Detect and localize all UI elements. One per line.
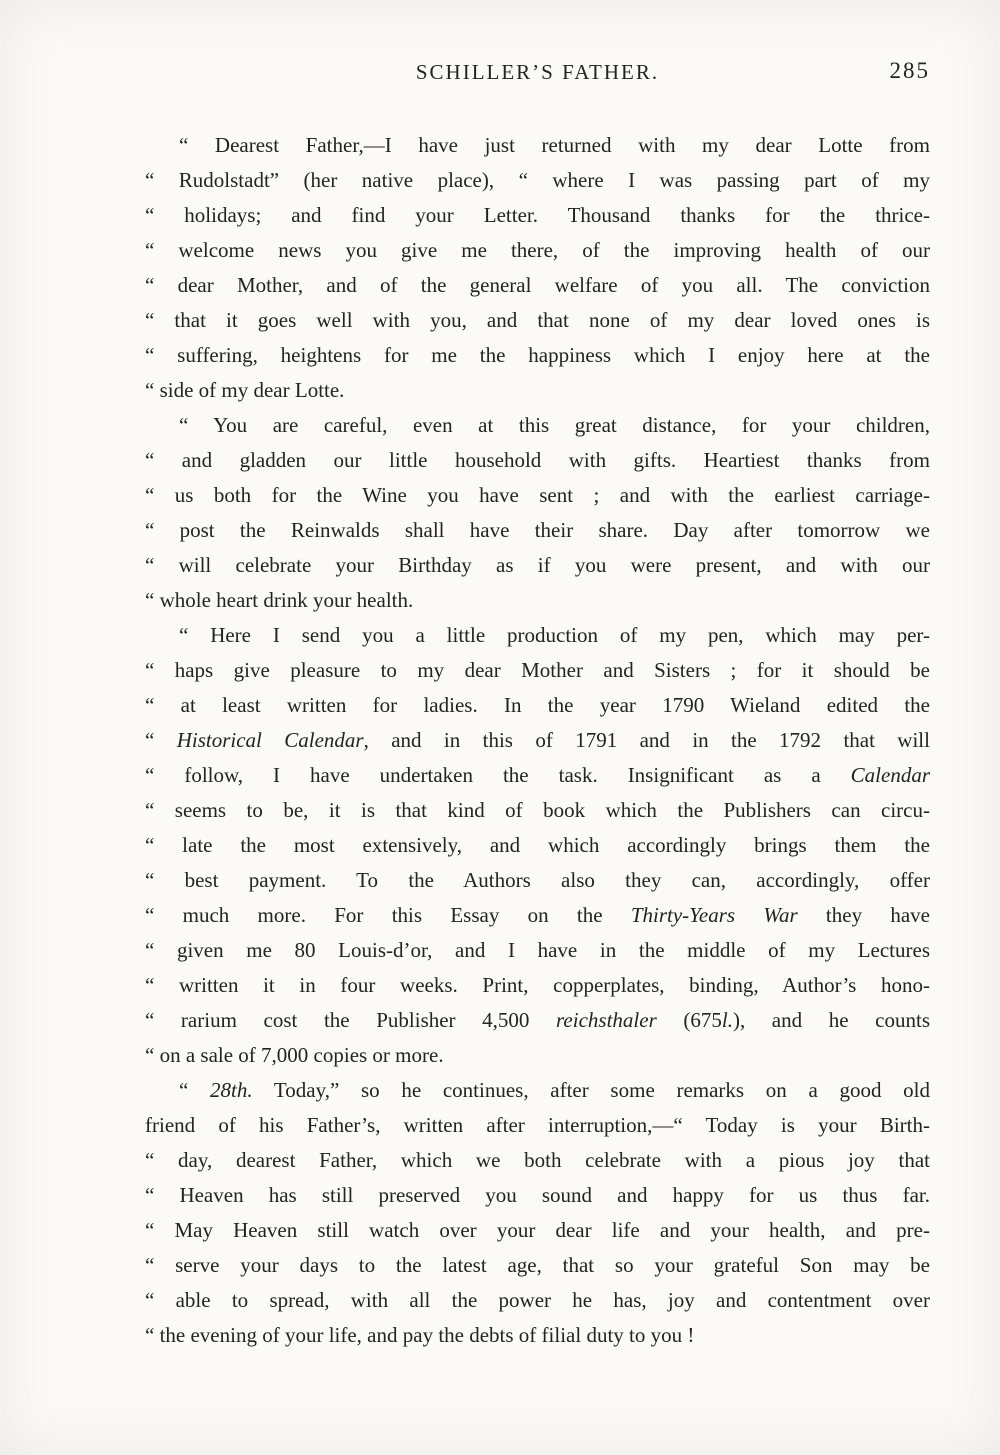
- letter-text: ), and he counts: [732, 1008, 930, 1032]
- page-number: 285: [889, 58, 930, 83]
- letter-text: “ will celebrate your Birthday as if you were present, and with our: [145, 553, 930, 577]
- letter-line: [145, 723, 930, 758]
- letter-text: “ late the most extensively, and which accordingly brings them the: [145, 833, 930, 857]
- letter-line: [145, 863, 930, 898]
- letter-line: [145, 793, 930, 828]
- letter-paragraph: [145, 1073, 930, 1353]
- letter-text: , and in this of 1791 and in the 1792 that will: [363, 728, 930, 752]
- letter-line: [145, 1143, 930, 1178]
- letter-line: [145, 513, 930, 548]
- letter-paragraph: [145, 408, 930, 618]
- letter-paragraph: [145, 618, 930, 1073]
- letter-text: “ that it goes well with you, and that none of my dear loved ones is: [145, 308, 930, 332]
- letter-text: “ post the Reinwalds shall have their share. Day after tomorrow we: [145, 518, 930, 542]
- letter-text: “ seems to be, it is that kind of book which the Publishers can circu-: [145, 798, 930, 822]
- letter-text: “ at least written for ladies. In the year 1790 Wieland edited the: [145, 693, 930, 717]
- letter-text: they have: [797, 903, 930, 927]
- letter-text: “ suffering, heightens for me the happiness which I enjoy here at the: [145, 343, 930, 367]
- letter-text: “: [145, 728, 177, 752]
- letter-line: [145, 583, 930, 618]
- letter-text: “ written it in four weeks. Print, copperplates, binding, Author’s hono-: [145, 973, 930, 997]
- letter-text: “ haps give pleasure to my dear Mother and Sisters ; for it should be: [145, 658, 930, 682]
- letter-line: [145, 443, 930, 478]
- letter-text: “ May Heaven still watch over your dear life and your health, and pre-: [145, 1218, 930, 1242]
- letter-text: “ holidays; and find your Letter. Thousand thanks for the thrice-: [145, 203, 930, 227]
- letter-line: [145, 163, 930, 198]
- letter-line: [145, 688, 930, 723]
- letter-line: [145, 1248, 930, 1283]
- letter-text: “ Heaven has still preserved you sound and happy for us thus far.: [145, 1183, 930, 1207]
- letter-line: [145, 478, 930, 513]
- letter-text: “ the evening of your life, and pay the debts of filial duty to you !: [145, 1323, 695, 1347]
- letter-text: “ and gladden our little household with gifts. Heartiest thanks from: [145, 448, 930, 472]
- running-title: SCHILLER’S FATHER.: [415, 60, 660, 84]
- letter-line: [145, 758, 930, 793]
- letter-line: [145, 373, 930, 408]
- letter-text-italic: 28th.: [210, 1078, 253, 1102]
- letter-line: [145, 1318, 930, 1353]
- letter-line: [145, 1038, 930, 1073]
- letter-line: [145, 338, 930, 373]
- letter-text: “ able to spread, with all the power he has, joy and contentment over: [145, 1288, 930, 1312]
- letter-line: [145, 1178, 930, 1213]
- letter-line: [145, 268, 930, 303]
- letter-text-italic: Historical Calendar: [176, 728, 364, 752]
- letter-text: “ given me 80 Louis-d’or, and I have in the middle of my Lectures: [145, 938, 930, 962]
- letter-text: “ You are careful, even at this great distance, for your children,: [179, 413, 930, 437]
- letter-line: [145, 233, 930, 268]
- letter-line: [145, 128, 930, 163]
- page-header: [145, 60, 930, 90]
- letter-text: “ rarium cost the Publisher 4,500: [145, 1008, 557, 1032]
- letter-line: [145, 1108, 930, 1143]
- letter-line: [145, 1283, 930, 1318]
- letter-line: [145, 548, 930, 583]
- letter-text: “ dear Mother, and of the general welfare of you all. The conviction: [145, 273, 930, 297]
- letter-line: [145, 408, 930, 443]
- letter-body: [145, 128, 930, 1353]
- letter-text: “ best payment. To the Authors also they can, accordingly, offer: [145, 868, 930, 892]
- letter-text: “ much more. For this Essay on the: [145, 903, 631, 927]
- letter-line: [145, 1003, 930, 1038]
- letter-text: “ whole heart drink your health.: [145, 588, 414, 612]
- letter-line: [145, 653, 930, 688]
- letter-text: “ side of my dear Lotte.: [145, 378, 345, 402]
- letter-line: [145, 1213, 930, 1248]
- letter-line: [145, 933, 930, 968]
- letter-text: “ welcome news you give me there, of the improving health of our: [145, 238, 930, 262]
- letter-text: “ Rudolstadt” (her native place), “ where I was passing part of my: [145, 168, 930, 192]
- letter-text: (675: [656, 1008, 722, 1032]
- letter-line: [145, 618, 930, 653]
- letter-text: friend of his Father’s, written after interruption,—“ Today is your Birth-: [145, 1113, 930, 1137]
- letter-text: “: [179, 1078, 211, 1102]
- letter-text: “ Here I send you a little production of my pen, which may per-: [179, 623, 930, 647]
- letter-text: “ Dearest Father,—I have just returned with my dear Lotte from: [179, 133, 930, 157]
- letter-paragraph: [145, 128, 930, 408]
- letter-line: [145, 828, 930, 863]
- letter-text: “ follow, I have undertaken the task. Insignificant as a: [145, 763, 851, 787]
- letter-line: [145, 303, 930, 338]
- letter-text: Today,” so he continues, after some remarks on a good old: [252, 1078, 930, 1102]
- letter-text-italic: l.: [721, 1008, 733, 1032]
- letter-line: [145, 898, 930, 933]
- letter-text: “ us both for the Wine you have sent ; and with the earliest carriage-: [145, 483, 930, 507]
- letter-line: [145, 1073, 930, 1108]
- letter-text-italic: Thirty-Years War: [630, 903, 798, 927]
- letter-line: [145, 968, 930, 1003]
- letter-text: “ on a sale of 7,000 copies or more.: [145, 1043, 444, 1067]
- letter-text: “ serve your days to the latest age, that so your grateful Son may be: [145, 1253, 930, 1277]
- letter-text-italic: Calendar: [850, 763, 930, 787]
- letter-line: [145, 198, 930, 233]
- letter-text: “ day, dearest Father, which we both celebrate with a pious joy that: [145, 1148, 930, 1172]
- letter-text-italic: reichsthaler: [556, 1008, 657, 1032]
